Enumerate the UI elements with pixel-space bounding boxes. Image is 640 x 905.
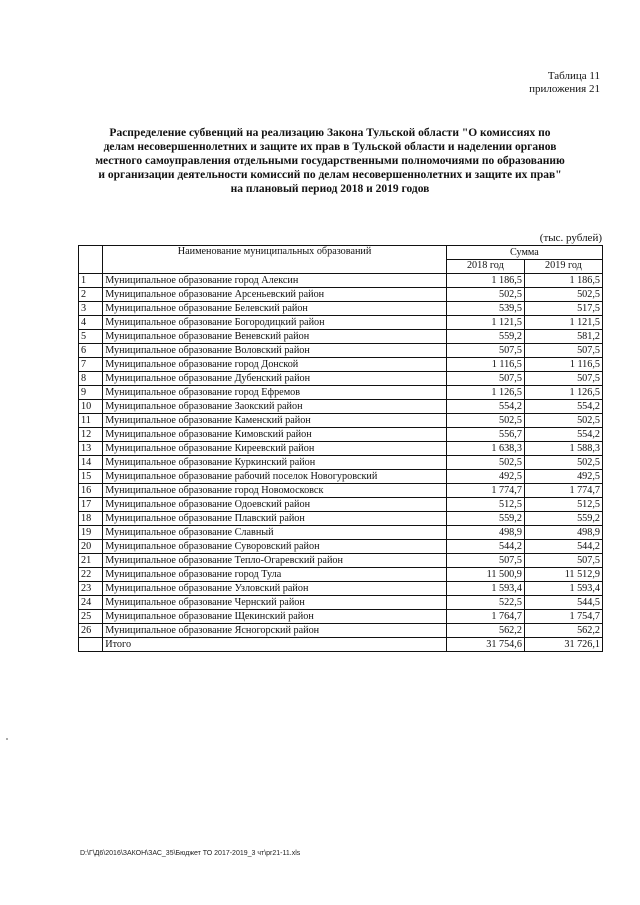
row-2019: 559,2 [524, 512, 602, 526]
table-row [79, 526, 603, 540]
row-2018: 556,7 [446, 428, 524, 442]
row-num: 8 [79, 372, 103, 386]
title-line: делам несовершеннолетних и защите их прав в Тульской области и наделении органов [103, 141, 557, 153]
row-name: Муниципальное образование Арсеньевский район [103, 288, 447, 302]
table-row [79, 470, 603, 484]
row-2019: 1 116,5 [524, 358, 602, 372]
row-2019: 502,5 [524, 414, 602, 428]
row-name: Муниципальное образование город Донской [103, 358, 447, 372]
row-num: 15 [79, 470, 103, 484]
row-2018: 502,5 [446, 288, 524, 302]
table-row [79, 442, 603, 456]
table-row [79, 568, 603, 582]
table-row [79, 456, 603, 470]
table-row [79, 302, 603, 316]
row-name: Муниципальное образование Славный [103, 526, 447, 540]
table-reference [529, 70, 600, 96]
row-2018: 492,5 [446, 470, 524, 484]
table-body [79, 274, 603, 638]
header-year-2019: 2019 год [524, 260, 602, 274]
row-name: Муниципальное образование Веневский район [103, 330, 447, 344]
table-row [79, 512, 603, 526]
scan-artifact [6, 738, 8, 740]
row-2019: 1 126,5 [524, 386, 602, 400]
row-2018: 1 638,3 [446, 442, 524, 456]
table-label: Таблица 11 [547, 70, 600, 82]
row-2018: 507,5 [446, 344, 524, 358]
row-num: 21 [79, 554, 103, 568]
row-name: Муниципальное образование Киреевский район [103, 442, 447, 456]
table-row [79, 344, 603, 358]
total-2018: 31 754,6 [446, 638, 524, 652]
row-name: Муниципальное образование Богородицкий район [103, 316, 447, 330]
row-name: Муниципальное образование Куркинский район [103, 456, 447, 470]
row-num: 7 [79, 358, 103, 372]
row-2018: 1 116,5 [446, 358, 524, 372]
total-2019: 31 726,1 [524, 638, 602, 652]
row-num: 1 [79, 274, 103, 288]
row-name: Муниципальное образование Плавский район [103, 512, 447, 526]
header-sum: Сумма [446, 246, 602, 260]
row-num: 22 [79, 568, 103, 582]
row-name: Муниципальное образование Узловский район [103, 582, 447, 596]
table-row [79, 610, 603, 624]
row-2019: 562,2 [524, 624, 602, 638]
total-num [79, 638, 103, 652]
row-name: Муниципальное образование Дубенский район [103, 372, 447, 386]
table-row [79, 596, 603, 610]
header-year-2018: 2018 год [446, 260, 524, 274]
row-2019: 544,5 [524, 596, 602, 610]
row-2018: 1 126,5 [446, 386, 524, 400]
row-num: 9 [79, 386, 103, 400]
row-2018: 512,5 [446, 498, 524, 512]
row-num: 13 [79, 442, 103, 456]
row-name: Муниципальное образование Тепло-Огаревский район [103, 554, 447, 568]
row-name: Муниципальное образование город Тула [103, 568, 447, 582]
row-num: 5 [79, 330, 103, 344]
table-row [79, 386, 603, 400]
row-2018: 507,5 [446, 372, 524, 386]
row-num: 24 [79, 596, 103, 610]
row-num: 17 [79, 498, 103, 512]
row-num: 11 [79, 414, 103, 428]
row-2018: 539,5 [446, 302, 524, 316]
table-row [79, 358, 603, 372]
row-num: 6 [79, 344, 103, 358]
table-row [79, 316, 603, 330]
subsidy-table [78, 245, 603, 652]
row-name: Муниципальное образование рабочий поселок Новогуровский [103, 470, 447, 484]
row-2018: 1 774,7 [446, 484, 524, 498]
table-row [79, 554, 603, 568]
row-num: 4 [79, 316, 103, 330]
row-2019: 554,2 [524, 400, 602, 414]
row-2018: 562,2 [446, 624, 524, 638]
title-line: местного самоуправления отдельными государственными полномочиями по образованию [95, 155, 565, 167]
row-2019: 554,2 [524, 428, 602, 442]
row-name: Муниципальное образование Ясногорский район [103, 624, 447, 638]
row-2019: 1 593,4 [524, 582, 602, 596]
row-2018: 1 186,5 [446, 274, 524, 288]
row-2019: 517,5 [524, 302, 602, 316]
table-row [79, 330, 603, 344]
row-2018: 1 121,5 [446, 316, 524, 330]
table-row [79, 400, 603, 414]
row-name: Муниципальное образование Белевский район [103, 302, 447, 316]
row-num: 12 [79, 428, 103, 442]
table-row [79, 582, 603, 596]
row-num: 2 [79, 288, 103, 302]
row-2019: 502,5 [524, 288, 602, 302]
table-row [79, 540, 603, 554]
row-2019: 1 774,7 [524, 484, 602, 498]
row-name: Муниципальное образование Щекинский район [103, 610, 447, 624]
file-path-footer: D:\Г\Д6\2016\ЗАКОН\ЗАС_35\Бюджет ТО 2017-2019_3 чт\pr21-11.xls [80, 850, 301, 857]
row-2019: 581,2 [524, 330, 602, 344]
row-2018: 554,2 [446, 400, 524, 414]
row-2018: 502,5 [446, 414, 524, 428]
table-row [79, 624, 603, 638]
row-2018: 498,9 [446, 526, 524, 540]
row-2018: 522,5 [446, 596, 524, 610]
table-row [79, 498, 603, 512]
row-name: Муниципальное образование город Новомосковск [103, 484, 447, 498]
row-2018: 11 500,9 [446, 568, 524, 582]
row-name: Муниципальное образование Суворовский район [103, 540, 447, 554]
row-name: Муниципальное образование Заокский район [103, 400, 447, 414]
table-row [79, 288, 603, 302]
table-row [79, 428, 603, 442]
row-2019: 507,5 [524, 372, 602, 386]
title-line: Распределение субвенций на реализацию Закона Тульской области "О комиссиях по [109, 127, 551, 139]
header-name: Наименование муниципальных образований [103, 246, 447, 274]
document-title [60, 126, 600, 196]
title-line: на плановый период 2018 и 2019 годов [230, 183, 430, 195]
row-num: 14 [79, 456, 103, 470]
row-num: 18 [79, 512, 103, 526]
table-row [79, 484, 603, 498]
row-name: Муниципальное образование Воловский район [103, 344, 447, 358]
title-line: и организации деятельности комиссий по делам несовершеннолетних и защите их прав" [98, 169, 562, 181]
row-2018: 559,2 [446, 330, 524, 344]
row-2019: 544,2 [524, 540, 602, 554]
row-num: 10 [79, 400, 103, 414]
row-name: Муниципальное образование Чернский район [103, 596, 447, 610]
row-2019: 1 588,3 [524, 442, 602, 456]
row-num: 20 [79, 540, 103, 554]
row-name: Муниципальное образование город Алексин [103, 274, 447, 288]
table-row [79, 274, 603, 288]
table-header-row [79, 246, 603, 260]
row-name: Муниципальное образование Каменский район [103, 414, 447, 428]
row-num: 25 [79, 610, 103, 624]
total-row [79, 638, 603, 652]
row-2019: 498,9 [524, 526, 602, 540]
row-2019: 502,5 [524, 456, 602, 470]
row-name: Муниципальное образование Одоевский район [103, 498, 447, 512]
row-2019: 11 512,9 [524, 568, 602, 582]
row-num: 19 [79, 526, 103, 540]
row-num: 23 [79, 582, 103, 596]
row-2019: 507,5 [524, 344, 602, 358]
row-num: 3 [79, 302, 103, 316]
row-2018: 502,5 [446, 456, 524, 470]
table-row [79, 372, 603, 386]
table-row [79, 414, 603, 428]
row-2019: 492,5 [524, 470, 602, 484]
row-2018: 544,2 [446, 540, 524, 554]
row-num: 26 [79, 624, 103, 638]
row-2019: 512,5 [524, 498, 602, 512]
unit-note: (тыс. рублей) [539, 232, 602, 244]
row-2019: 1 754,7 [524, 610, 602, 624]
row-name: Муниципальное образование город Ефремов [103, 386, 447, 400]
row-2018: 559,2 [446, 512, 524, 526]
row-num: 16 [79, 484, 103, 498]
row-2019: 507,5 [524, 554, 602, 568]
row-2018: 507,5 [446, 554, 524, 568]
row-2018: 1 593,4 [446, 582, 524, 596]
row-2019: 1 186,5 [524, 274, 602, 288]
row-2019: 1 121,5 [524, 316, 602, 330]
total-label: Итого [103, 638, 447, 652]
row-2018: 1 764,7 [446, 610, 524, 624]
row-name: Муниципальное образование Кимовский район [103, 428, 447, 442]
header-num [79, 246, 103, 274]
appendix-label: приложения 21 [529, 83, 600, 95]
